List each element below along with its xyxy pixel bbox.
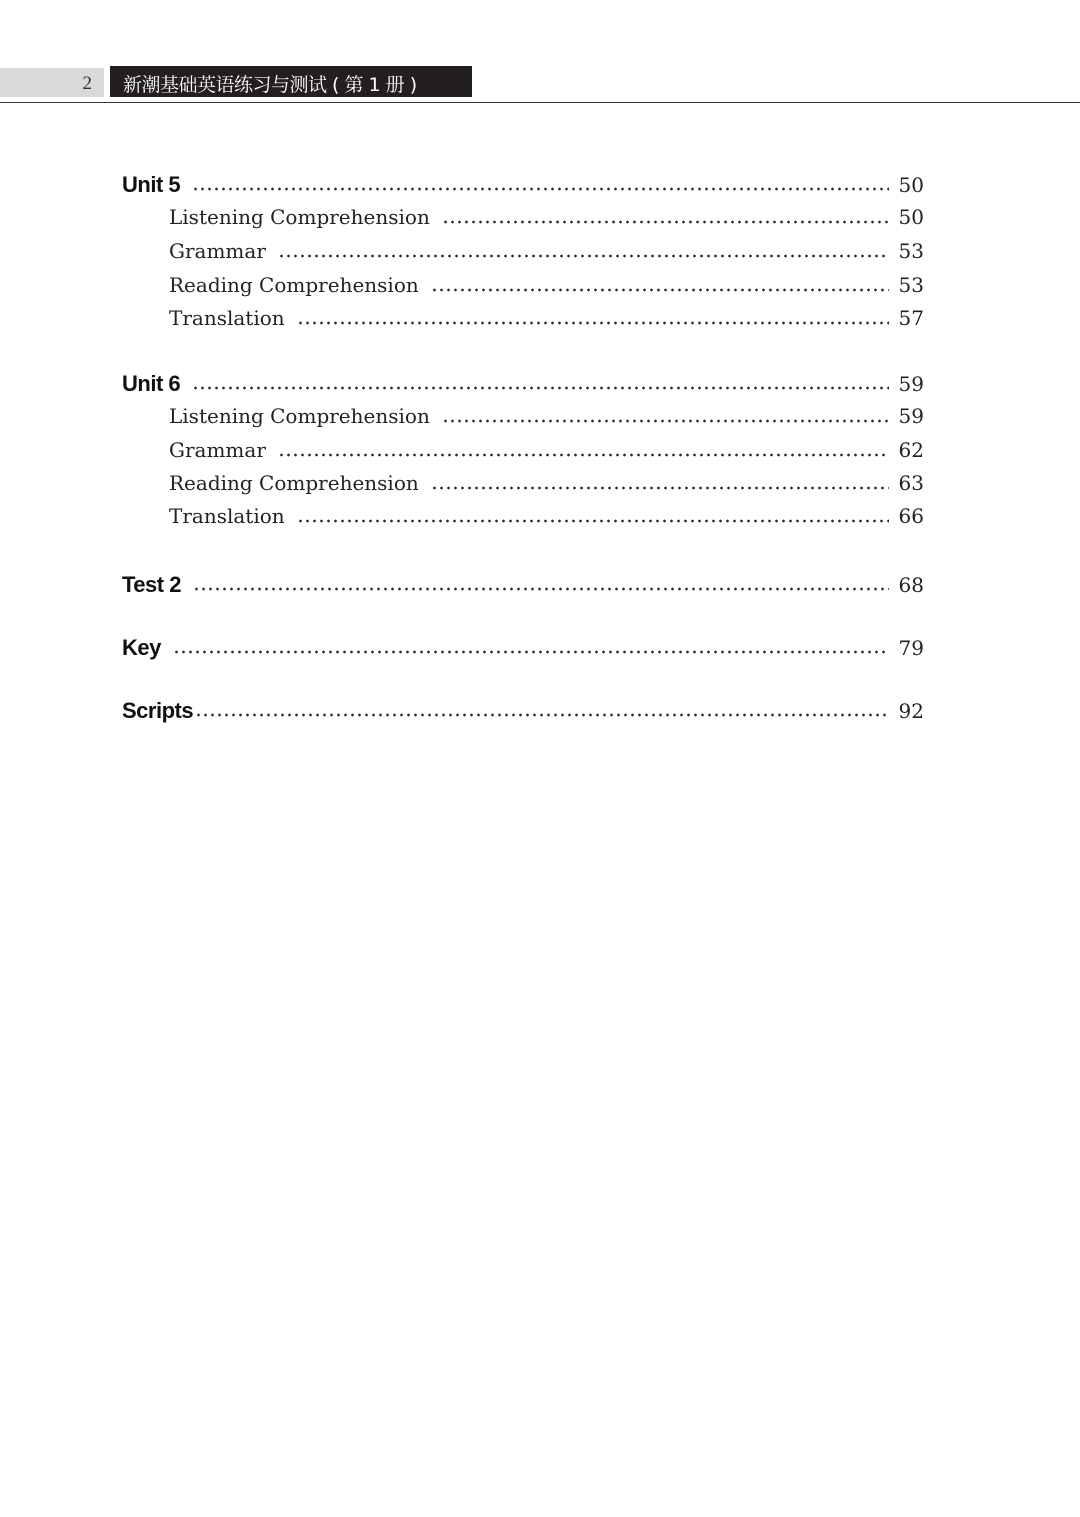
running-header: [0, 66, 1080, 104]
toc-entry-title: Listening Comprehension: [169, 404, 430, 428]
toc-entry-page: 57: [898, 306, 924, 330]
dot-leader: [278, 452, 889, 458]
toc-entry-scripts[interactable]: [122, 698, 924, 728]
toc-entry-page: 59: [898, 372, 924, 396]
dot-leader: [431, 485, 889, 491]
toc-entry-page: 59: [898, 404, 924, 428]
toc-entry-title: Grammar: [169, 438, 266, 462]
dot-leader: [297, 518, 889, 524]
toc-entry-unit-5-listening[interactable]: [169, 205, 924, 235]
header-rule: [0, 102, 1080, 103]
toc-entry-unit-6-grammar[interactable]: [169, 438, 924, 468]
toc-entry-title: Key: [122, 635, 161, 660]
toc-entry-unit-6-listening[interactable]: [169, 404, 924, 434]
dot-leader: [297, 320, 889, 326]
toc-entry-title: Unit 6: [122, 371, 181, 396]
toc-entry-title: Scripts: [122, 698, 194, 723]
toc-entry-unit-5[interactable]: [122, 172, 924, 202]
toc-entry-page: 53: [898, 239, 924, 263]
page-number: 2: [82, 73, 92, 94]
toc-entry-unit-5-grammar[interactable]: [169, 239, 924, 269]
toc-entry-page: 79: [898, 636, 924, 660]
dot-leader: [192, 385, 888, 391]
toc-entry-title: Reading Comprehension: [169, 273, 419, 297]
dot-leader: [278, 253, 889, 259]
book-title-box: [110, 66, 472, 97]
toc-entry-page: 53: [898, 273, 924, 297]
toc-entry-title: Reading Comprehension: [169, 471, 419, 495]
toc-entry-unit-6-translation[interactable]: [169, 504, 924, 534]
toc-entry-title: Translation: [169, 306, 285, 330]
toc-entry-unit-5-translation[interactable]: [169, 306, 924, 336]
toc-entry-page: 68: [898, 573, 924, 597]
dot-leader: [193, 586, 889, 592]
toc-entry-title: Translation: [169, 504, 285, 528]
toc-entry-title: Unit 5: [122, 172, 181, 197]
toc-entry-page: 50: [898, 173, 924, 197]
toc-entry-unit-6[interactable]: [122, 371, 924, 401]
dot-leader: [431, 287, 889, 293]
toc-entry-page: 50: [898, 205, 924, 229]
toc-entry-page: 63: [898, 471, 924, 495]
toc-entry-unit-6-reading[interactable]: [169, 471, 924, 501]
dot-leader: [442, 219, 889, 225]
toc-entry-page: 62: [898, 438, 924, 462]
book-title: 新潮基础英语练习与测试 ( 第 1 册 ): [123, 74, 417, 96]
dot-leader: [192, 186, 888, 192]
dot-leader: [173, 649, 889, 655]
toc-entry-title: Listening Comprehension: [169, 205, 430, 229]
toc-entry-title: Test 2: [122, 572, 181, 597]
toc-entry-unit-5-reading[interactable]: [169, 273, 924, 303]
toc-entry-test-2[interactable]: [122, 572, 924, 602]
page-number-box: [0, 68, 104, 97]
toc-entry-key[interactable]: [122, 635, 924, 665]
dot-leader: [442, 418, 889, 424]
toc-entry-title: Grammar: [169, 239, 266, 263]
toc-entry-page: 66: [898, 504, 924, 528]
dot-leader: [195, 712, 888, 718]
toc-entry-page: 92: [898, 699, 924, 723]
